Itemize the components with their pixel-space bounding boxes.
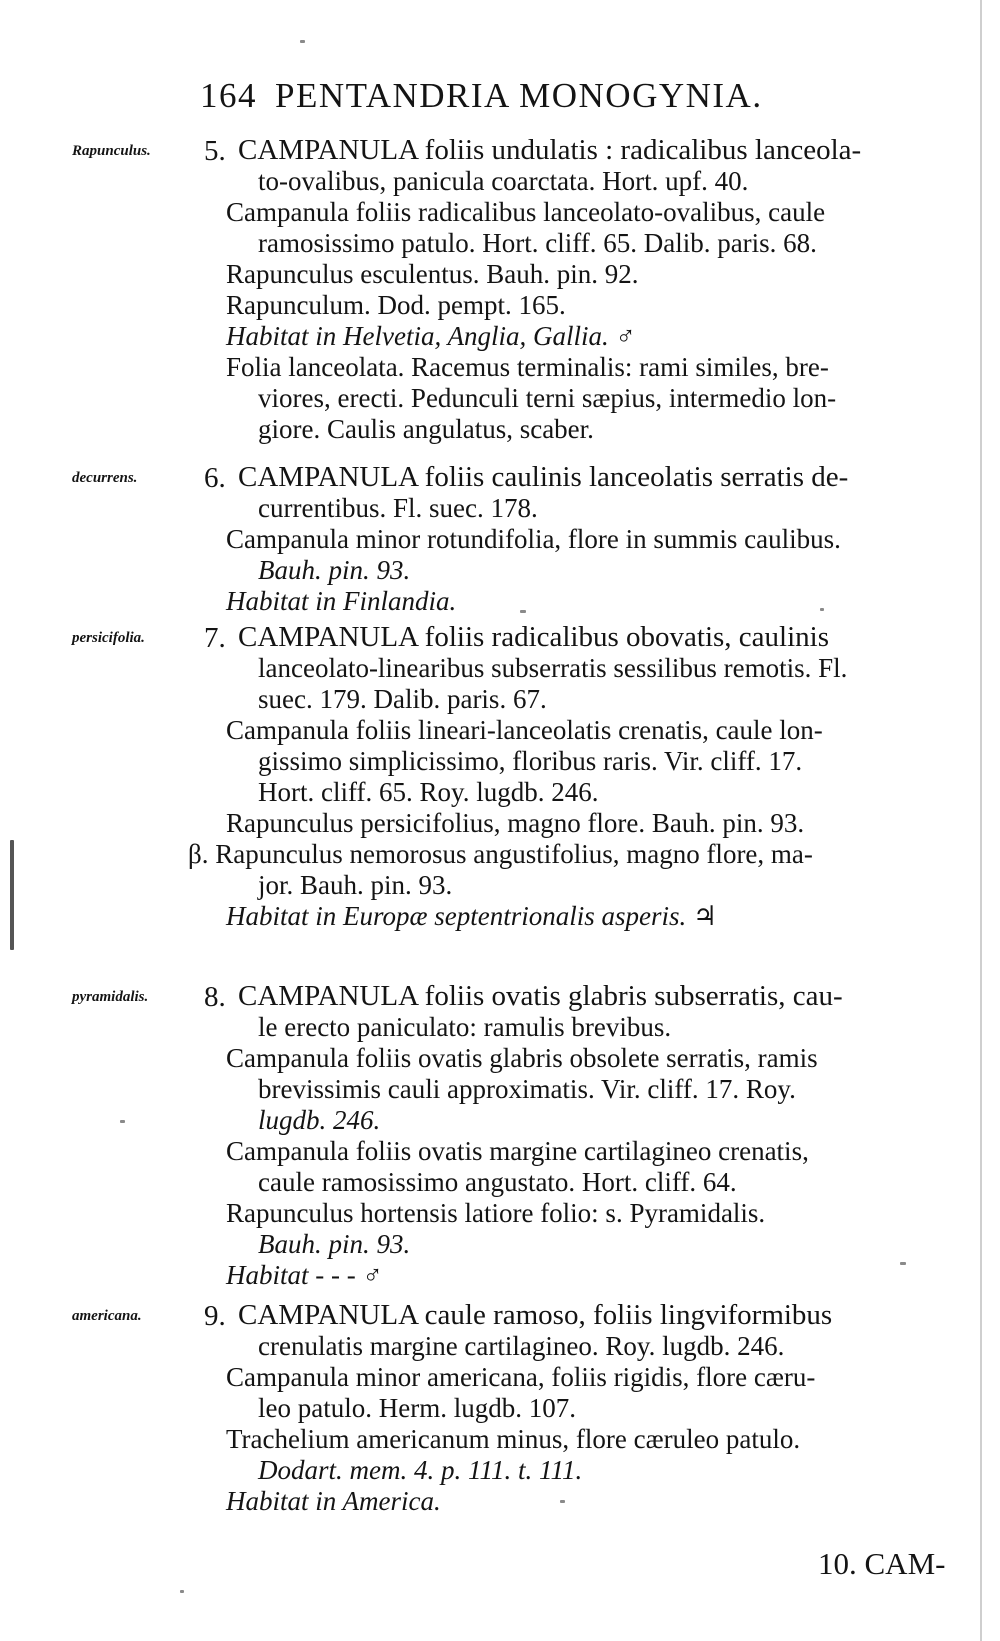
entry-line: le erecto paniculato: ramulis brevibus. xyxy=(258,1012,672,1042)
entry-line: lugdb. 246. xyxy=(258,1105,381,1135)
running-title: PENTANDRIA MONOGYNIA. xyxy=(275,76,763,115)
entry-line: Habitat in America. xyxy=(226,1486,441,1516)
entry-line: ramosissimo patulo. Hort. cliff. 65. Dalib. paris. 68. xyxy=(258,228,817,258)
page-header xyxy=(200,76,763,116)
entry-line: Campanula minor americana, foliis rigidis, flore cæru- xyxy=(226,1362,816,1392)
scan-speck xyxy=(520,610,526,613)
entry-line: Rapunculum. Dod. pempt. 165. xyxy=(226,290,566,320)
entry-line: Campanula foliis radicalibus lanceolato-ovalibus, caule xyxy=(226,197,826,227)
entry-line: caule ramosissimo angustato. Hort. cliff. 64. xyxy=(258,1167,737,1197)
margin-species-name: americana. xyxy=(72,1308,142,1324)
scan-edge-mark xyxy=(10,840,14,950)
entry-line: to-ovalibus, panicula coarctata. Hort. upf. 40. xyxy=(258,166,749,196)
entry-line: suec. 179. Dalib. paris. 67. xyxy=(258,684,547,714)
scan-speck xyxy=(300,40,305,43)
margin-species-name: decurrens. xyxy=(72,470,138,486)
margin-species-name: pyramidalis. xyxy=(72,989,149,1005)
entry-line: viores, erecti. Pedunculi terni sæpius, intermedio lon- xyxy=(258,383,837,413)
scan-speck xyxy=(900,1262,906,1265)
entry-line: Folia lanceolata. Racemus terminalis: rami similes, bre- xyxy=(226,352,829,382)
entry-number: 7. xyxy=(204,622,226,654)
entry-line: Bauh. pin. 93. xyxy=(258,1229,411,1259)
entry-line: CAMPANULA foliis caulinis lanceolatis serratis de- xyxy=(238,461,849,493)
entry-line: Campanula foliis ovatis margine cartilagineo crenatis, xyxy=(226,1136,809,1166)
entry-line: Trachelium americanum minus, flore cæruleo patulo. xyxy=(226,1424,801,1454)
entry-line: Habitat in Helvetia, Anglia, Gallia. ♂ xyxy=(226,321,636,351)
scan-speck xyxy=(820,608,824,611)
entry-number: 5. xyxy=(204,135,226,167)
scan-speck xyxy=(120,1120,125,1123)
entry-line: giore. Caulis angulatus, scaber. xyxy=(258,414,594,444)
entry-number: 9. xyxy=(204,1300,226,1332)
scan-speck xyxy=(560,1500,565,1503)
entry-line: currentibus. Fl. suec. 178. xyxy=(258,493,538,523)
entry-line: Campanula foliis lineari-lanceolatis crenatis, caule lon- xyxy=(226,715,823,745)
margin-species-name: Rapunculus. xyxy=(72,143,151,159)
entry-line: leo patulo. Herm. lugdb. 107. xyxy=(258,1393,576,1423)
entry-line: Rapunculus hortensis latiore folio: s. Pyramidalis. xyxy=(226,1198,766,1228)
entry-line: Hort. cliff. 65. Roy. lugdb. 246. xyxy=(258,777,599,807)
scan-speck xyxy=(180,1590,184,1593)
entry-line: Rapunculus esculentus. Bauh. pin. 92. xyxy=(226,259,639,289)
entry-line: CAMPANULA foliis radicalibus obovatis, caulinis xyxy=(238,621,829,653)
entry-number: 8. xyxy=(204,981,226,1013)
entry-line: Habitat in Europæ septentrionalis asperis. ♃ xyxy=(226,901,718,931)
entry-line: Habitat in Finlandia. xyxy=(226,586,457,616)
entry-line: CAMPANULA foliis ovatis glabris subserratis, cau- xyxy=(238,980,843,1012)
entry-line: gissimo simplicissimo, floribus raris. Vir. cliff. 17. xyxy=(258,746,803,776)
entry-line: brevissimis cauli approximatis. Vir. cliff. 17. Roy. xyxy=(258,1074,796,1104)
entry-line: Dodart. mem. 4. p. 111. t. 111. xyxy=(258,1455,583,1485)
entry-line: β. Rapunculus nemorosus angustifolius, magno flore, ma- xyxy=(188,839,813,869)
entry-number: 6. xyxy=(204,462,226,494)
entry-line: crenulatis margine cartilagineo. Roy. lugdb. 246. xyxy=(258,1331,785,1361)
entry-line: Campanula minor rotundifolia, flore in summis caulibus. xyxy=(226,524,841,554)
entry-line: Campanula foliis ovatis glabris obsolete serratis, ramis xyxy=(226,1043,818,1073)
page-edge-rule xyxy=(980,0,982,1641)
entry-line: Bauh. pin. 93. xyxy=(258,555,411,585)
entry-line: CAMPANULA foliis undulatis : radicalibus lanceola- xyxy=(238,134,862,166)
margin-species-name: persicifolia. xyxy=(72,630,145,646)
entry-line: lanceolato-linearibus subserratis sessilibus remotis. Fl. xyxy=(258,653,848,683)
entry-line: Rapunculus persicifolius, magno flore. Bauh. pin. 93. xyxy=(226,808,805,838)
entry-line: Habitat - - - ♂ xyxy=(226,1260,383,1290)
page-number: 164 xyxy=(200,76,257,115)
entry-line: CAMPANULA caule ramoso, foliis lingviformibus xyxy=(238,1299,833,1331)
catchword: 10. CAM- xyxy=(818,1546,946,1581)
entry-line: jor. Bauh. pin. 93. xyxy=(258,870,453,900)
